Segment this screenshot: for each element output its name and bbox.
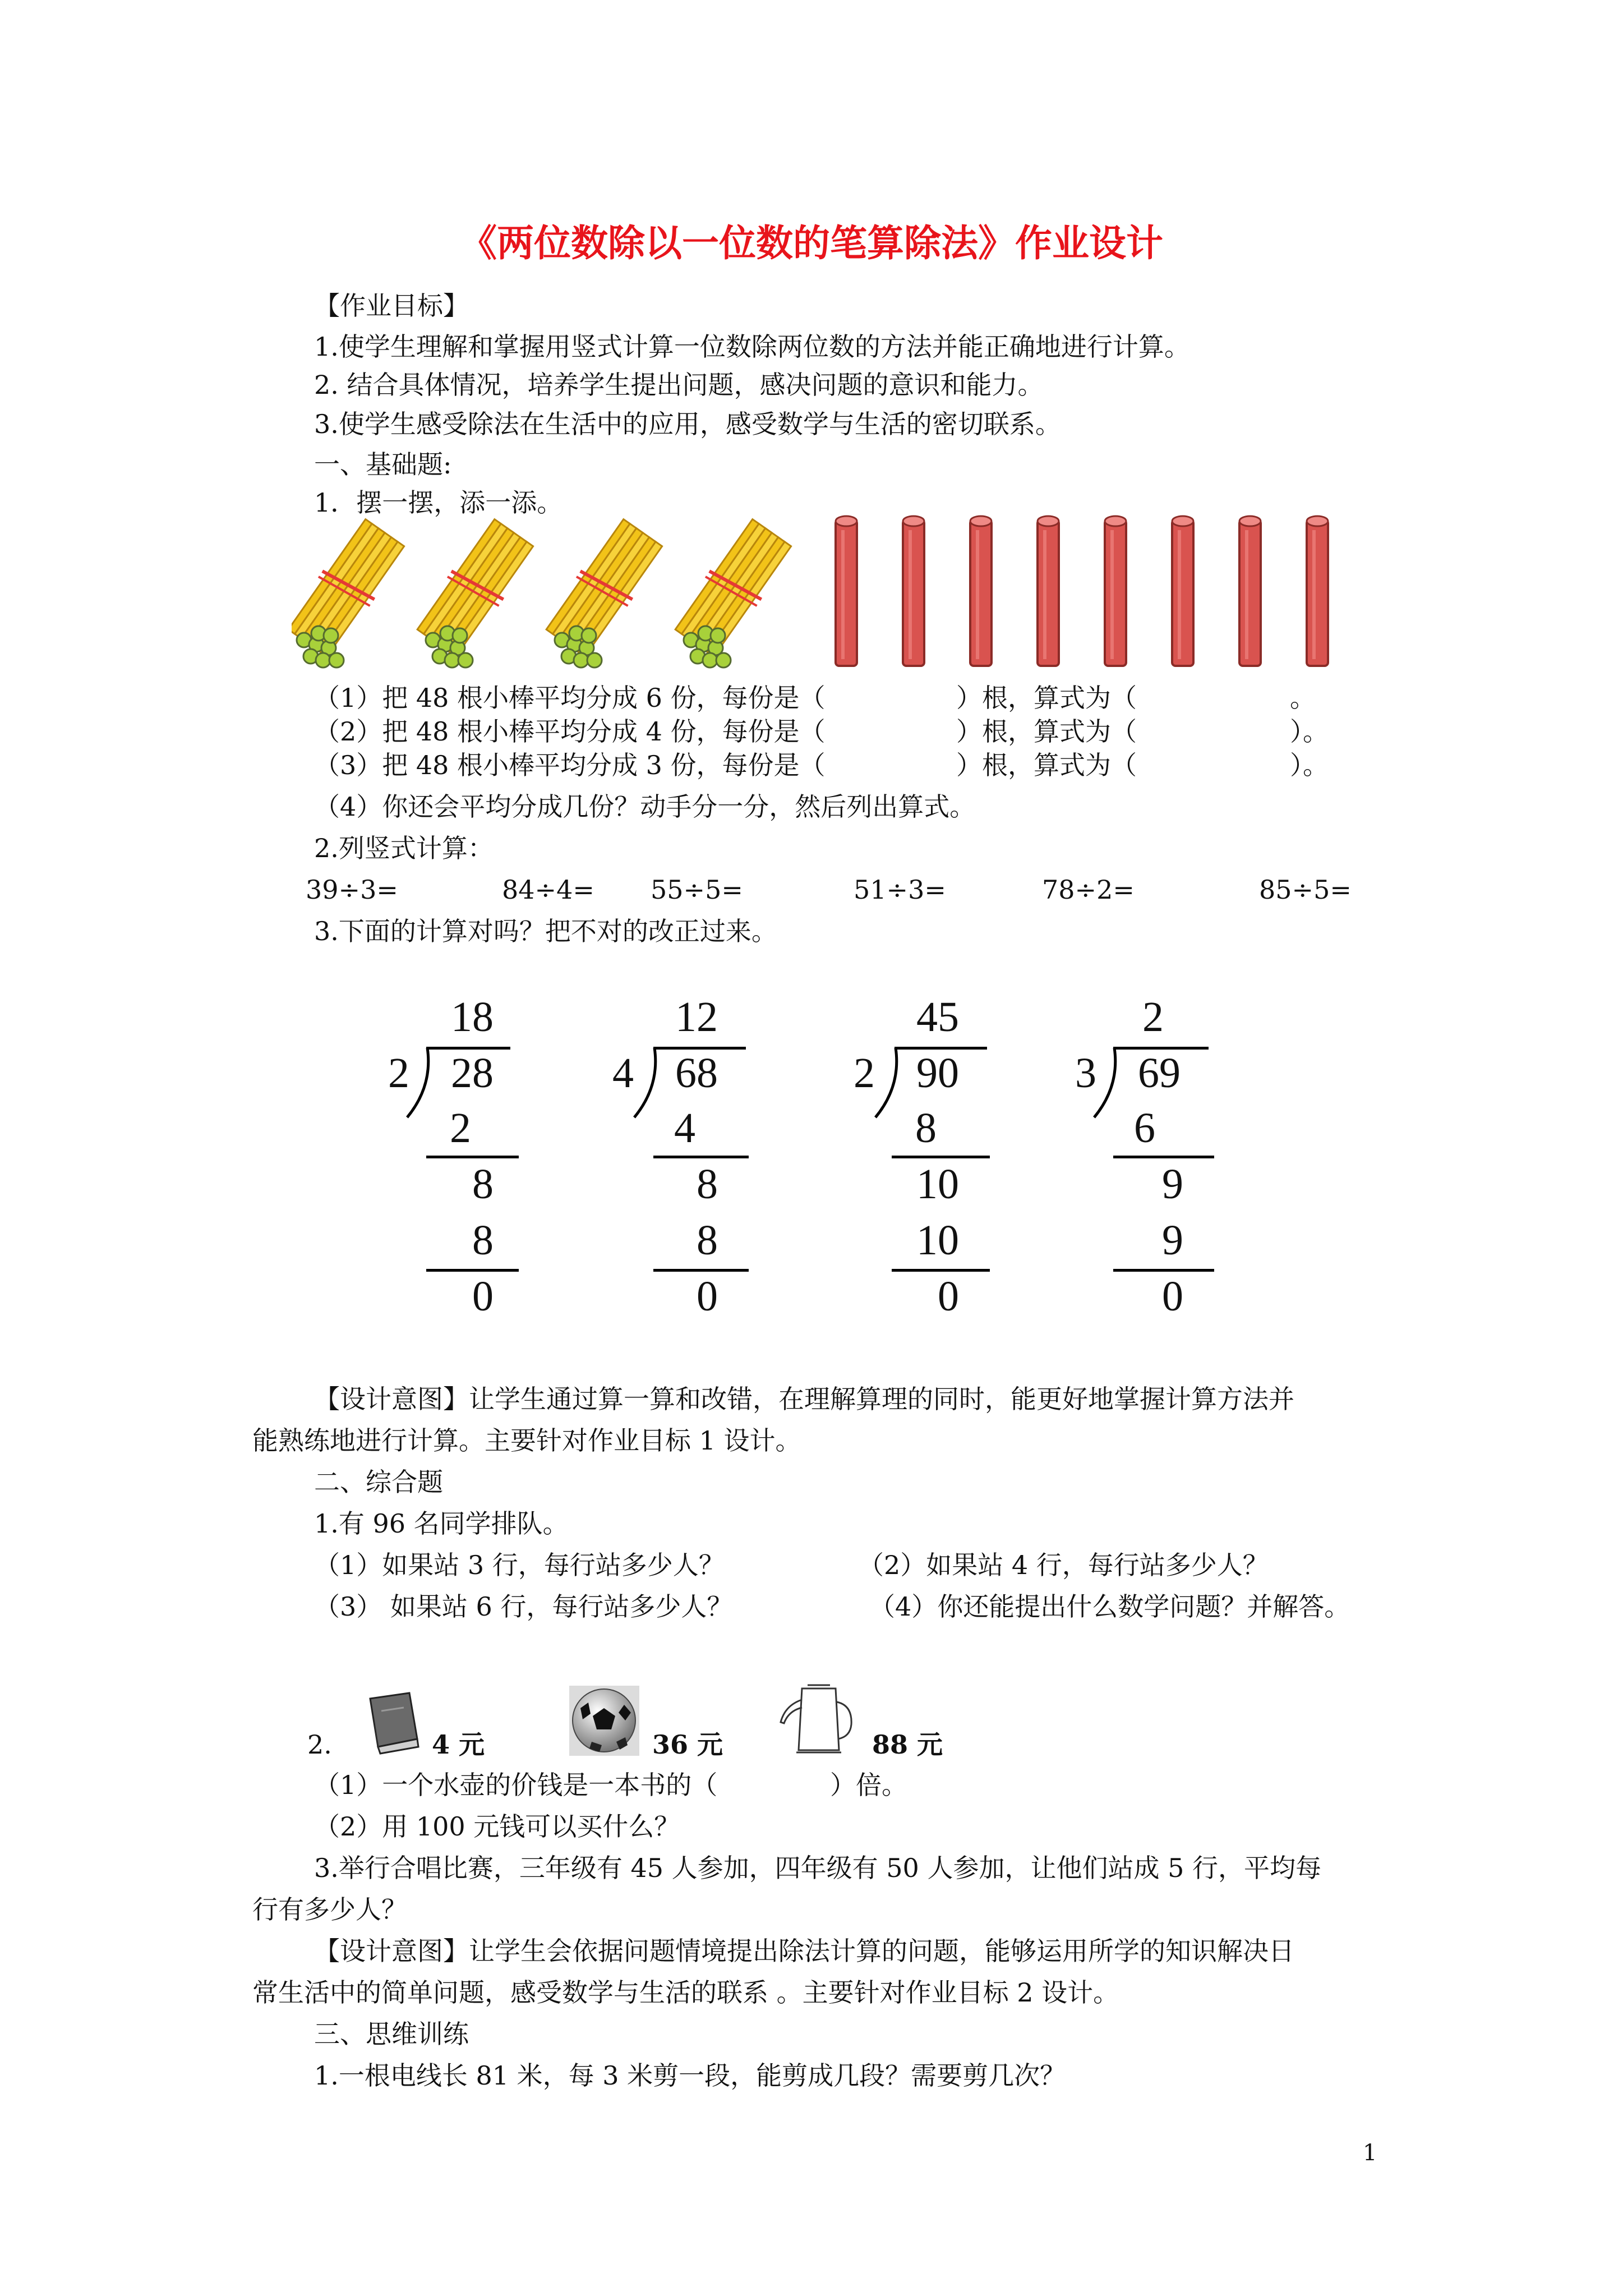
page-title: 《两位数除以一位数的笔算除法》作业设计 (460, 221, 1163, 265)
design-intent-1-line1: 【设计意图】让学生通过算一算和改错，在理解算理的同时，能更好地掌握计算方法并 (314, 1384, 1294, 1414)
q1-sub1-c: 。 (1290, 683, 1316, 713)
remainder: 0 (472, 1273, 494, 1320)
rule (892, 1269, 990, 1272)
s2-q1-label: 1.有 96 名同学排队。 (314, 1508, 569, 1539)
step: 10 (916, 1161, 959, 1208)
s2-q2-sub2: （2）用 100 元钱可以买什么？ (314, 1811, 680, 1842)
dividend: 69 (1138, 1050, 1181, 1097)
book-price: 4 元 (432, 1729, 485, 1760)
dividend: 90 (916, 1050, 959, 1097)
design-intent-2-line2: 常生活中的简单问题，感受数学与生活的联系 。主要针对作业目标 2 设计。 (252, 1977, 1119, 2008)
sticks-illustration (292, 513, 1335, 676)
q1-sub3-b: ）根，算式为（ (956, 750, 1137, 780)
step: 10 (916, 1217, 959, 1264)
page-number: 1 (1363, 2140, 1377, 2166)
dividend: 68 (675, 1050, 718, 1097)
divisor: 3 (1075, 1050, 1096, 1097)
divisor: 2 (854, 1050, 875, 1097)
step: 8 (697, 1217, 718, 1264)
divisor: 2 (388, 1050, 409, 1097)
q3-label: 3.下面的计算对吗？把不对的改正过来。 (314, 916, 777, 946)
s3-q1: 1.一根电线长 81 米，每 3 米剪一段，能剪成几段？需要剪几次？ (314, 2060, 1066, 2091)
s2-q2-label: 2. (307, 1729, 332, 1760)
q1-sub2-b: ）根，算式为（ (956, 716, 1137, 747)
s2-q1-sub4: （4）你还能提出什么数学问题？并解答。 (869, 1591, 1350, 1622)
q1-sub2-c: ）。 (1290, 716, 1329, 747)
quotient: 2 (1142, 993, 1164, 1041)
s2-q1-sub2: （2）如果站 4 行，每行站多少人？ (858, 1550, 1269, 1580)
rule (653, 1156, 749, 1158)
goals-heading: 【作业目标】 (314, 291, 469, 321)
s2-q1-sub1: （1）如果站 3 行，每行站多少人？ (314, 1550, 725, 1580)
q1-sub3-c: ）。 (1290, 750, 1329, 780)
goal-1: 1.使学生理解和掌握用竖式计算一位数除两位数的方法并能正确地进行计算。 (314, 332, 1190, 362)
q1-label: 1．摆一摆，添一添。 (314, 487, 563, 518)
rule (426, 1156, 519, 1158)
s2-q2-sub1-a: （1）一个水壶的价钱是一本书的（ (314, 1770, 718, 1800)
q1-sub4: （4）你还会平均分成几份？动手分一分，然后列出算式。 (314, 792, 976, 822)
q1-sub1-b: ）根，算式为（ (956, 683, 1137, 713)
section2-heading: 二、综合题 (314, 1467, 443, 1497)
expr-4: 51÷3= (854, 875, 946, 905)
expr-6: 85÷5= (1259, 875, 1352, 905)
step: 9 (1162, 1161, 1183, 1208)
step: 6 (1134, 1105, 1155, 1152)
ball-price: 36 元 (652, 1729, 723, 1760)
q1-sub2-a: （2）把 48 根小棒平均分成 4 份，每份是（ (314, 716, 826, 747)
rule (653, 1269, 749, 1272)
dividend: 28 (451, 1050, 494, 1097)
step: 8 (472, 1161, 494, 1208)
expr-3: 55÷5= (651, 875, 743, 905)
step: 8 (915, 1105, 937, 1152)
rule (1113, 1269, 1214, 1272)
step: 8 (472, 1217, 494, 1264)
step: 8 (697, 1161, 718, 1208)
divisor: 4 (612, 1050, 634, 1097)
goal-3: 3.使学生感受除法在生活中的应用，感受数学与生活的密切联系。 (314, 409, 1061, 439)
section3-heading: 三、思维训练 (314, 2019, 469, 2049)
rule (892, 1156, 990, 1158)
kettle-icon (774, 1683, 858, 1759)
expr-5: 78÷2= (1042, 875, 1135, 905)
quotient: 18 (451, 993, 494, 1041)
step: 9 (1162, 1217, 1183, 1264)
kettle-price: 88 元 (872, 1729, 943, 1760)
rule (1113, 1156, 1214, 1158)
quotient: 45 (916, 993, 959, 1041)
expr-2: 84÷4= (502, 875, 594, 905)
q1-sub1-a: （1）把 48 根小棒平均分成 6 份，每份是（ (314, 683, 826, 713)
section1-heading: 一、基础题: (314, 449, 452, 480)
expr-1: 39÷3= (306, 875, 398, 905)
q1-sub3-a: （3）把 48 根小棒平均分成 3 份，每份是（ (314, 750, 826, 780)
remainder: 0 (938, 1273, 959, 1320)
book-icon (359, 1688, 426, 1756)
quotient: 12 (675, 993, 718, 1041)
soccer-ball-icon (569, 1686, 639, 1756)
s2-q3-line2: 行有多少人？ (252, 1894, 407, 1925)
q2-label: 2.列竖式计算： (314, 833, 494, 863)
s2-q3-line1: 3.举行合唱比赛，三年级有 45 人参加，四年级有 50 人参加，让他们站成 5 行，平均每 (314, 1853, 1321, 1883)
remainder: 0 (1162, 1273, 1183, 1320)
step: 4 (674, 1105, 695, 1152)
design-intent-2-line1: 【设计意图】让学生会依据问题情境提出除法计算的问题，能够运用所学的知识解决日 (314, 1936, 1294, 1966)
remainder: 0 (697, 1273, 718, 1320)
s2-q2-sub1-b: ）倍。 (830, 1770, 907, 1800)
goal-2: 2. 结合具体情况，培养学生提出问题，感决问题的意识和能力。 (314, 370, 1044, 400)
rule (426, 1269, 519, 1272)
s2-q1-sub3: （3） 如果站 6 行，每行站多少人？ (314, 1591, 733, 1622)
design-intent-1-line2: 能熟练地进行计算。主要针对作业目标 1 设计。 (252, 1425, 801, 1456)
step: 2 (450, 1105, 471, 1152)
